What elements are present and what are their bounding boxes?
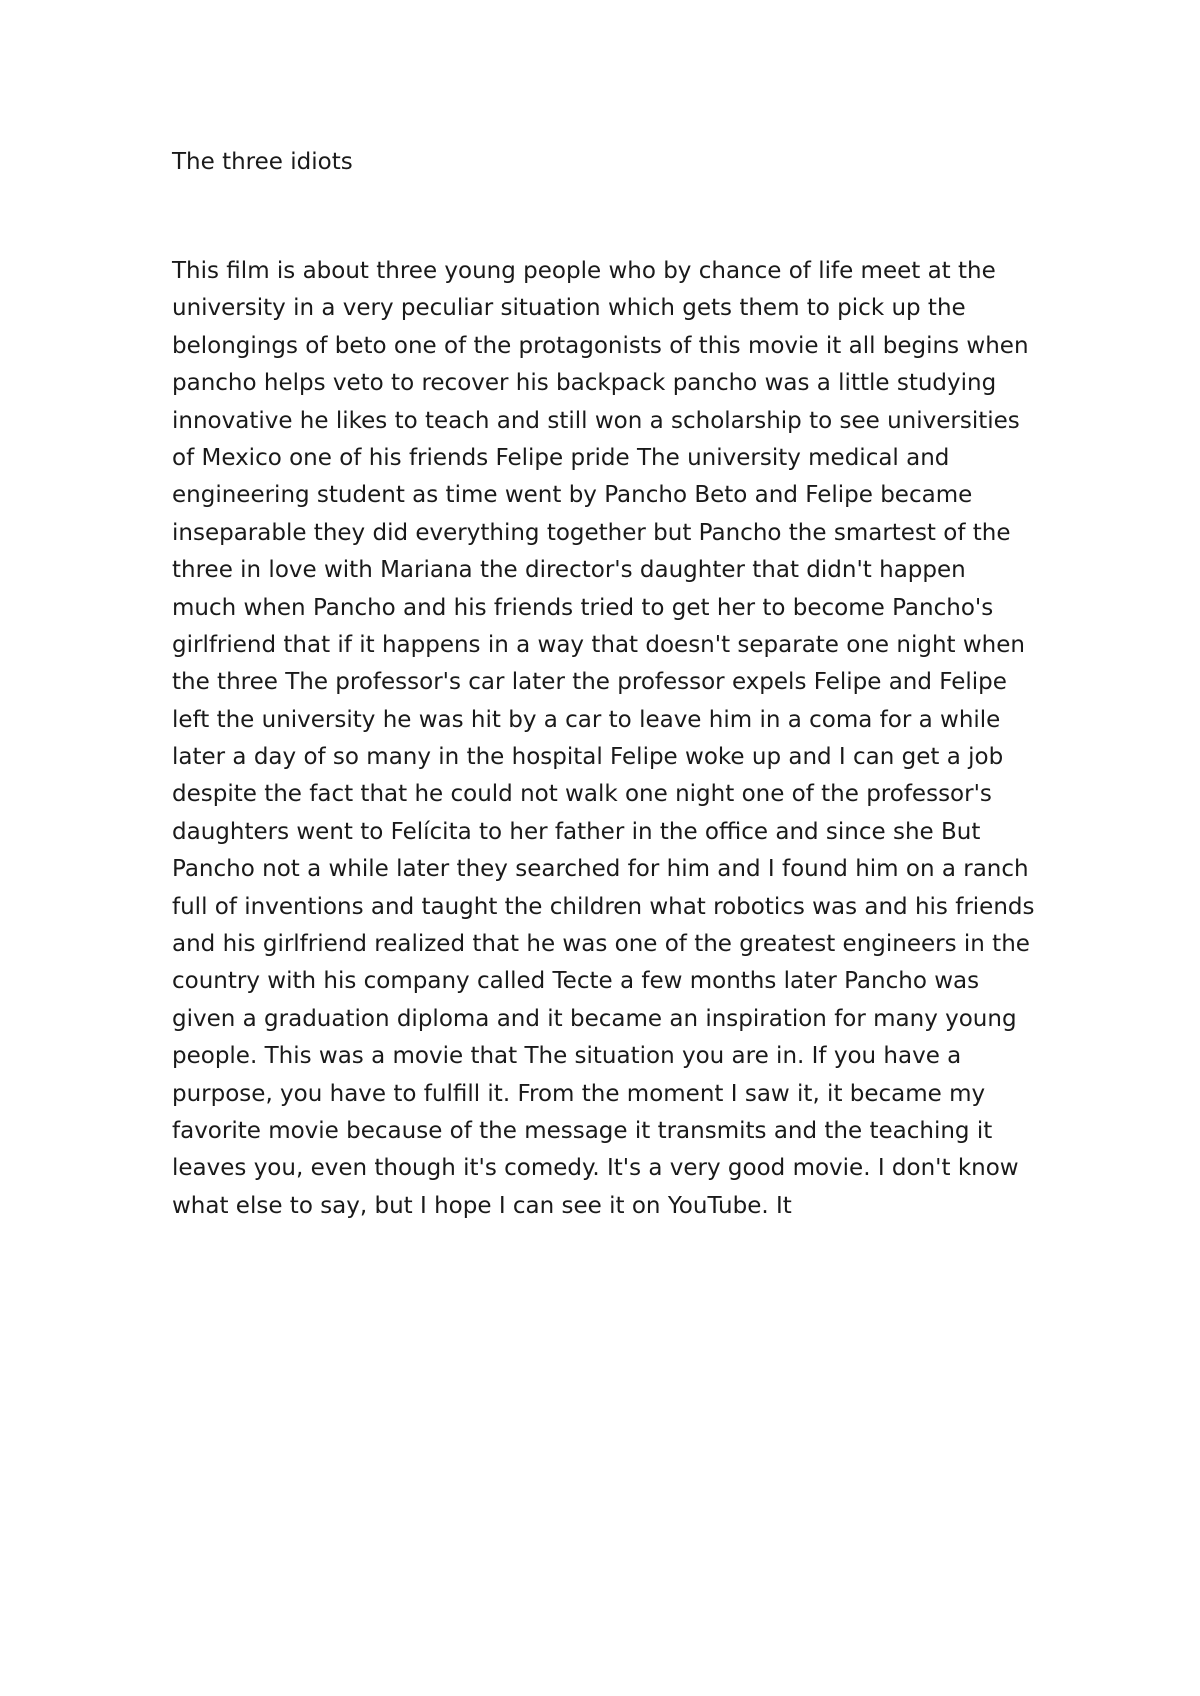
body-line: belongings of beto one of the protagonists of this movie it all begins when (172, 332, 1029, 359)
body-line: daughters went to Felícita to her father in the office and since she But (172, 818, 981, 845)
body-line: full of inventions and taught the children what robotics was and his friends (172, 893, 1035, 920)
body-line: later a day of so many in the hospital Felipe woke up and I can get a job (172, 744, 1004, 771)
body-line: of Mexico one of his friends Felipe pride The university medical and (172, 444, 950, 471)
body-line: people. This was a movie that The situation you are in. If you have a (172, 1043, 962, 1070)
body-line: inseparable they did everything together but Pancho the smartest of the (172, 519, 1011, 546)
body-line: university in a very peculiar situation which gets them to pick up the (172, 295, 966, 322)
body-line: given a graduation diploma and it became an inspiration for many young (172, 1005, 1017, 1032)
body-line: purpose, you have to fulfill it. From the moment I saw it, it became my (172, 1080, 986, 1107)
body-line: favorite movie because of the message it transmits and the teaching it (172, 1117, 993, 1144)
body-line: much when Pancho and his friends tried to get her to become Pancho's (172, 594, 994, 621)
body-line: innovative he likes to teach and still won a scholarship to see universities (172, 407, 1020, 434)
body-line: girlfriend that if it happens in a way that doesn't separate one night when (172, 631, 1025, 658)
body-line: despite the fact that he could not walk one night one of the professor's (172, 781, 992, 808)
body-line: This film is about three young people who by chance of life meet at the (172, 258, 996, 284)
body-line: leaves you, even though it's comedy. It's a very good movie. I don't know (172, 1155, 1019, 1182)
body-line: three in love with Mariana the director's daughter that didn't happen (172, 557, 966, 584)
body-line: Pancho not a while later they searched for him and I found him on a ranch (172, 856, 1029, 883)
body-line: and his girlfriend realized that he was one of the greatest engineers in the (172, 931, 1030, 958)
body-line: what else to say, but I hope I can see it on YouTube. It (172, 1192, 792, 1219)
body-line: pancho helps veto to recover his backpack pancho was a little studying (172, 370, 997, 397)
body-line: the three The professor's car later the professor expels Felipe and Felipe (172, 669, 1007, 696)
body-line: engineering student as time went by Pancho Beto and Felipe became (172, 482, 973, 509)
document-title: The three idiots (172, 149, 353, 175)
document-body (172, 253, 1052, 1225)
body-line: left the university he was hit by a car to leave him in a coma for a while (172, 706, 1001, 733)
body-line: country with his company called Tecte a few months later Pancho was (172, 968, 980, 995)
